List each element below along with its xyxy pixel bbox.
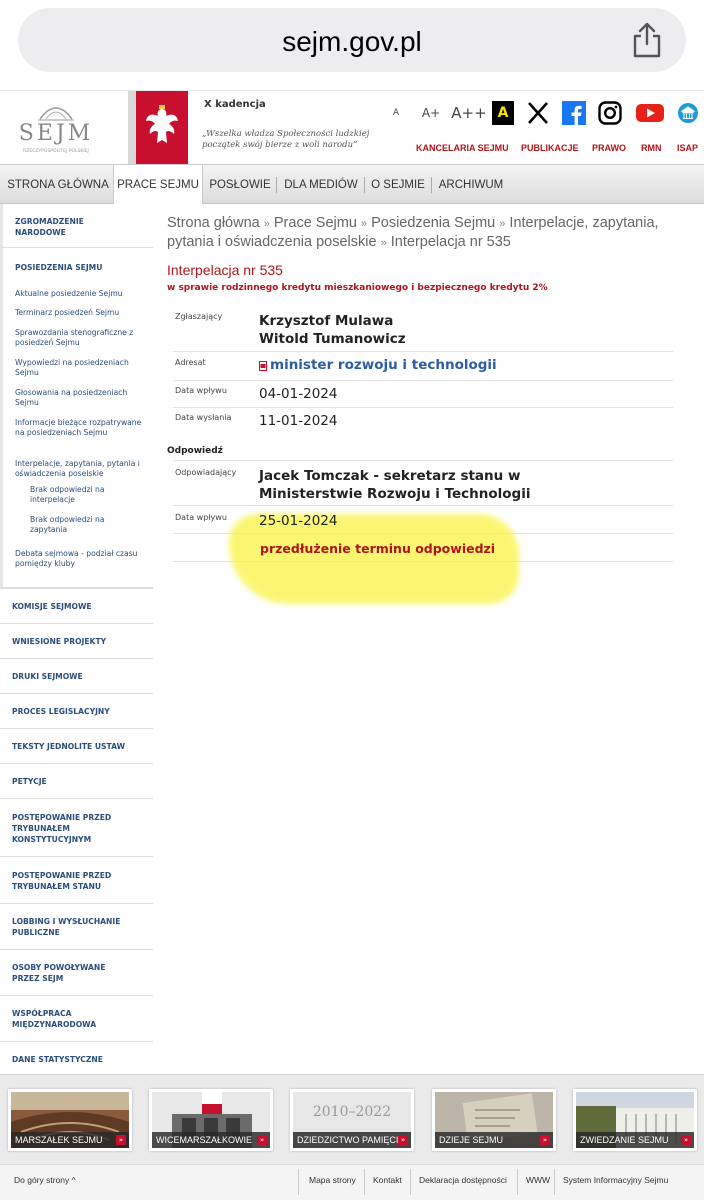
sidebar <box>0 204 153 1074</box>
font-large-button[interactable]: A++ <box>451 104 487 122</box>
sidebar-link-debata[interactable]: Debata sejmowa - podział czasu pomiędzy kluby <box>15 549 138 568</box>
site-header <box>0 90 704 164</box>
nav-dla-mediow[interactable]: DLA MEDIÓW <box>284 179 358 191</box>
value-odpowiadajacy <box>259 467 530 503</box>
breadcrumb-separator: » <box>380 237 387 249</box>
footer-link-system[interactable]: System Informacyjny Sejmu <box>563 1175 669 1185</box>
breadcrumb-item[interactable]: Strona główna <box>167 215 260 231</box>
instagram-icon[interactable] <box>598 101 622 125</box>
top-link-rmn[interactable]: RMN <box>641 143 662 153</box>
row-status <box>173 534 673 562</box>
footer-separator <box>410 1169 411 1195</box>
url-bar[interactable] <box>18 8 686 72</box>
sidebar-cat[interactable] <box>0 949 153 995</box>
nav-separator <box>276 177 277 193</box>
sidebar-posiedzenia-box <box>0 248 153 588</box>
nav-separator <box>431 177 432 193</box>
sidebar-cat[interactable] <box>0 693 153 728</box>
sidebar-zgromadzenie-box <box>0 204 153 248</box>
sejm-building-icon <box>36 99 76 121</box>
facebook-icon[interactable] <box>562 101 586 125</box>
value-data-wyslania: 11-01-2024 <box>259 413 338 429</box>
sidebar-link-aktualne[interactable]: Aktualne posiedzenie Sejmu <box>15 289 123 298</box>
sidebar-sublink-zapytania[interactable]: Brak odpowiedzi na zapytania <box>30 515 105 534</box>
row-data-wplywu <box>173 381 673 408</box>
sidebar-posiedzenia-head[interactable]: POSIEDZENIA SEJMU <box>15 263 103 272</box>
sidebar-cat-label: PROCES LEGISLACYJNY <box>12 707 110 716</box>
sidebar-cat[interactable] <box>0 623 153 658</box>
breadcrumb-item[interactable]: Prace Sejmu <box>273 215 357 231</box>
value-odp-data-wplywu: 25-01-2024 <box>259 513 338 529</box>
share-icon[interactable] <box>630 22 664 58</box>
breadcrumb <box>167 214 697 252</box>
breadcrumb-item[interactable]: Posiedzenia Sejmu <box>371 215 496 231</box>
motto-line-1: „Wszelka władza Społeczności ludzkiej <box>202 129 370 139</box>
motto-line-2: początek swój bierze z woli narodu” <box>202 140 358 150</box>
footer-separator <box>364 1169 365 1195</box>
sidebar-link-terminarz[interactable]: Terminarz posiedzeń Sejmu <box>15 308 120 317</box>
nav-o-sejmie[interactable]: O SEJMIE <box>371 179 425 191</box>
banner-arrow-icon: » <box>540 1135 550 1145</box>
sidebar-cat[interactable] <box>0 856 153 903</box>
breadcrumb-current: Interpelacja nr 535 <box>390 234 511 250</box>
dziedzictwo-years: 2010–2022 <box>293 1092 411 1132</box>
page-title: Interpelacja nr 535 <box>167 262 283 278</box>
sidebar-cat[interactable] <box>0 995 153 1041</box>
label-odp-data-wplywu: Data wpływu <box>175 513 227 522</box>
x-twitter-icon[interactable] <box>526 101 550 125</box>
pdf-icon <box>259 361 267 371</box>
url-text[interactable]: sejm.gov.pl <box>282 26 422 57</box>
footer-link-www[interactable]: WWW <box>526 1175 551 1185</box>
sidebar-link-glosowania[interactable]: Głosowania na posiedzeniach Sejmu <box>15 388 128 407</box>
eagle-emblem-icon <box>144 105 180 149</box>
zglaszajacy-name[interactable]: Witold Tumanowicz <box>259 331 406 347</box>
row-adresat <box>173 352 673 381</box>
row-zglaszajacy <box>173 304 673 352</box>
main-content <box>153 204 704 1074</box>
footer-separator <box>517 1169 518 1195</box>
banner-label: DZIEJE SEJMU <box>435 1132 553 1148</box>
footer-separator <box>298 1169 299 1195</box>
kadencja-label: X kadencja <box>204 99 266 110</box>
banner-arrow-icon: » <box>398 1135 408 1145</box>
sidebar-cat-label: POSTĘPOWANIE PRZED TRYBUNAŁEM KONSTYTUCYJNYM <box>12 813 112 844</box>
label-adresat: Adresat <box>175 358 206 367</box>
banner-label: WICEMARSZAŁKOWIE <box>152 1132 270 1148</box>
footer-link-kontakt[interactable]: Kontakt <box>373 1175 402 1185</box>
odpowiedz-heading: Odpowiedź <box>167 446 223 456</box>
sidebar-link-sprawozdania[interactable]: Sprawozdania stenograficzne z posiedzeń Sejmu <box>15 328 134 347</box>
sidebar-cat[interactable] <box>0 728 153 763</box>
sidebar-cat[interactable] <box>0 588 153 623</box>
banner-label: ZWIEDZANIE SEJMU <box>576 1132 694 1148</box>
banner-dziedzictwo[interactable] <box>290 1089 414 1151</box>
sidebar-cat-label: OSOBY POWOŁYWANE PRZEZ SEJM <box>12 963 106 983</box>
bottom-banners <box>0 1074 704 1164</box>
logo-subtitle: RZECZYPOSPOLITEJ POLSKIEJ <box>23 149 89 154</box>
font-medium-button[interactable]: A+ <box>421 106 441 120</box>
label-data-wplywu: Data wpływu <box>175 386 227 395</box>
row-odp-data-wplywu <box>173 506 673 534</box>
value-data-wplywu: 04-01-2024 <box>259 386 338 402</box>
banner-label: DZIEDZICTWO PAMIĘCI <box>293 1132 411 1148</box>
footer-link-deklaracja[interactable]: Deklaracja dostępności <box>419 1175 507 1185</box>
main-nav <box>0 164 704 204</box>
sidebar-link-wypowiedzi[interactable]: Wypowiedzi na posiedzeniach Sejmu <box>15 358 129 377</box>
row-odpowiadajacy <box>173 460 673 506</box>
banner-arrow-icon: » <box>116 1135 126 1145</box>
top-link-publikacje[interactable]: PUBLIKACJE <box>521 143 579 153</box>
label-data-wyslania: Data wysłania <box>175 413 232 422</box>
sidebar-cat-label: DRUKI SEJMOWE <box>12 672 83 681</box>
top-link-kancelaria[interactable]: KANCELARIA SEJMU <box>416 143 509 153</box>
breadcrumb-separator: » <box>263 218 270 230</box>
sidebar-zgromadzenie[interactable]: ZGROMADZENIE NARODOWE <box>15 217 84 237</box>
nav-archiwum[interactable]: ARCHIWUM <box>438 179 504 191</box>
row-data-wyslania <box>173 408 673 436</box>
label-zglaszajacy: Zgłaszający <box>175 312 223 321</box>
top-link-isap[interactable]: ISAP <box>677 143 699 153</box>
font-small-button[interactable]: A <box>392 108 400 118</box>
sidebar-cat-label: PETYCJE <box>12 777 47 786</box>
sidebar-cat[interactable] <box>0 763 153 798</box>
nav-strona-glowna[interactable]: STRONA GŁÓWNA <box>7 179 109 191</box>
sidebar-link-informacje[interactable]: Informacje bieżące rozpatrywane na posiedzeniach Sejmu <box>15 418 142 437</box>
label-odpowiadajacy: Odpowiadający <box>175 468 237 477</box>
contrast-button[interactable]: A <box>492 101 514 125</box>
sidebar-cat-label: LOBBING I WYSŁUCHANIE PUBLICZNE <box>12 917 121 937</box>
footer <box>0 1164 704 1200</box>
odpowiadajacy-line: Ministerstwie Rozwoju i Technologii <box>259 486 531 502</box>
banner-zwiedzanie[interactable] <box>573 1089 697 1151</box>
nav-separator <box>364 177 365 193</box>
banner-wicemarszalkowie[interactable] <box>149 1089 273 1151</box>
top-link-prawo[interactable]: PRAWO <box>592 143 627 153</box>
sidebar-cat-label: POSTĘPOWANIE PRZED TRYBUNAŁEM STANU <box>12 871 112 891</box>
zglaszajacy-name[interactable]: Krzysztof Mulawa <box>259 313 394 329</box>
breadcrumb-separator: » <box>499 218 506 230</box>
banner-label: MARSZAŁEK SEJMU <box>11 1132 129 1148</box>
sidebar-link-interpelacje[interactable]: Interpelacje, zapytania, pytania i oświadczenia poselskie <box>15 459 140 478</box>
status-przedluzenie: przedłużenie terminu odpowiedzi <box>260 541 496 556</box>
building-museum-icon[interactable] <box>678 101 698 125</box>
sidebar-cat[interactable] <box>0 1041 153 1074</box>
sidebar-sublink-interpelacje[interactable]: Brak odpowiedzi na interpelacje <box>30 485 105 504</box>
sidebar-cat-label: TEKSTY JEDNOLITE USTAW <box>12 742 125 751</box>
adresat-link[interactable]: minister rozwoju i technologii <box>270 357 497 373</box>
page-subtitle: w sprawie rodzinnego kredytu mieszkaniowego i bezpiecznego kredytu 2% <box>167 283 548 293</box>
flag-box <box>128 91 188 165</box>
breadcrumb-separator: » <box>360 218 368 230</box>
footer-separator <box>554 1169 555 1195</box>
sidebar-cat-label: KOMISJE SEJMOWE <box>12 602 92 611</box>
sejm-logo[interactable] <box>14 95 98 159</box>
red-flag <box>136 91 188 165</box>
sidebar-cat-label: WSPÓŁPRACA MIĘDZYNARODOWA <box>12 1009 97 1029</box>
browser-chrome <box>0 0 704 90</box>
youtube-icon[interactable] <box>636 101 664 125</box>
value-zglaszajacy <box>259 312 406 348</box>
banner-arrow-icon: » <box>681 1135 691 1145</box>
sidebar-cat[interactable] <box>0 903 153 949</box>
nav-prace-sejmu[interactable]: PRACE SEJMU <box>113 165 203 206</box>
sidebar-cat[interactable] <box>0 798 153 856</box>
banner-marszalek[interactable] <box>8 1089 132 1151</box>
banner-dzieje[interactable] <box>432 1089 556 1151</box>
banner-arrow-icon: » <box>257 1135 267 1145</box>
logo-text: SEJM <box>18 121 94 146</box>
footer-link-mapa[interactable]: Mapa strony <box>309 1175 356 1185</box>
breadcrumb-item[interactable]: Interpelacje, zapytania, pytania i oświadczenia poselskie <box>167 215 659 250</box>
nav-poslowie[interactable]: POSŁOWIE <box>209 179 271 191</box>
sidebar-cat[interactable] <box>0 658 153 693</box>
motto <box>202 129 382 151</box>
footer-top-link[interactable]: Do góry strony ^ <box>14 1175 76 1185</box>
sidebar-cat-label: WNIESIONE PROJEKTY <box>12 637 107 646</box>
odpowiadajacy-line: Jacek Tomczak - sekretarz stanu w <box>259 468 521 484</box>
sidebar-cat-label: DANE STATYSTYCZNE <box>12 1055 103 1064</box>
